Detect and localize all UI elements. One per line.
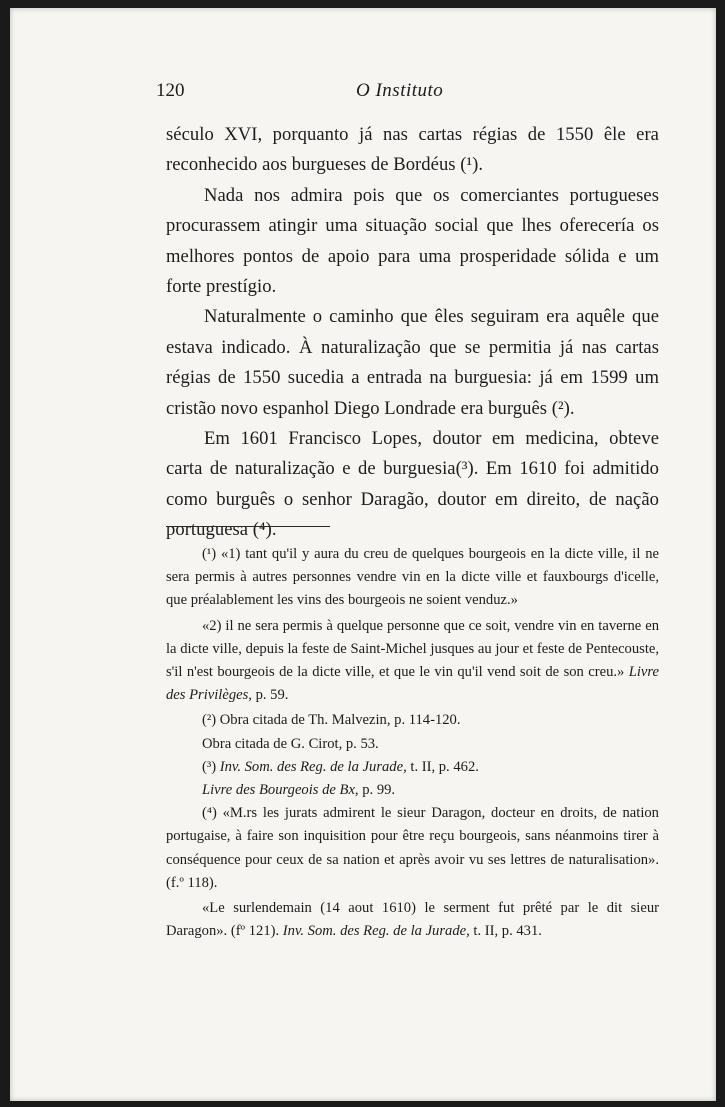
footnote-marker: (³) — [202, 758, 217, 775]
footnote-marker: (¹) — [202, 546, 217, 562]
paragraph: Nada nos admira pois que os comerciantes portugueses procurassem atingir uma situação social que lhes oferecería os melhores pontos de apoio para uma prosperidade sólida e um forte prestígio. — [166, 184, 659, 298]
source-title: Livre des Privilèges, — [166, 664, 659, 704]
footnote-divider — [166, 526, 330, 527]
page-number: 120 — [156, 80, 185, 101]
source-title: Inv. Som. des Reg. de la Jurade, — [219, 758, 407, 775]
running-title: O Instituto — [356, 80, 444, 101]
book-page — [10, 8, 716, 1101]
footnote-4: (⁴) «M.rs les jurats admirent le sieur Daragon, docteur en droits, de nation portugaise, à faire son inquisition pour être reçu bourgeois, sans néanmoins tirer à conséquence pour ceux de sa nation et après avoir vu ses lettres de naturalisation». (f.º 118). — [166, 805, 659, 891]
footnote-1: (¹) «1) tant qu'il y aura du creu de quelques bourgeois en la dicte ville, il ne sera permis à autres personnes vendre vin en la dicte ville et fauxbourgs d'icelle, que préalablement les vins des bourgeois ne soient venduz.» — [166, 546, 660, 609]
page-header — [156, 80, 546, 112]
footnote-2: (²) Obra citada de Th. Malvezin, p. 114-120. — [202, 712, 461, 729]
paragraph: Naturalmente o caminho que êles seguiram era aquêle que estava indicado. À naturalização que se permitia já nas cartas régias de 1550 sucedia a entrada na burguesia: já em 1599 um cristão novo espanhol Diego Londrade era burguês (²). — [166, 306, 659, 419]
source-title: Livre des Bourgeois de Bx, — [202, 782, 359, 799]
paragraph: século XVI, porquanto já nas cartas régias de 1550 êle era reconhecido aos burgueses de Bordéus (¹). — [166, 124, 659, 176]
footnote-2-continued: Obra citada de G. Cirot, p. 53. — [202, 735, 379, 752]
paragraph: Em 1601 Francisco Lopes, doutor em medicina, obteve carta de naturalização e de burguesia(³). Em 1610 foi admitido como burguês o senhor Daragão, doutor em direito, de nação portuguesa (⁴). — [166, 428, 659, 541]
source-title: Inv. Som. des Reg. de la Jurade, — [282, 923, 470, 940]
footnote-ref: (³) — [455, 458, 474, 480]
footnote-4-continued: «Le surlendemain (14 aout 1610) le serment fut prêté par le dit sieur Daragon». (fº 121). Inv. Som. des Reg. de la Jurade, t. II, p. 431. — [166, 900, 659, 940]
footnotes — [166, 543, 659, 943]
footnote-1-continued: «2) il ne sera permis à quelque personne que ce soit, vendre vin en taverne en la dicte ville, depuis la feste de Saint-Michel jusques au jour et feste de Pentecouste, s'il n'est bourgeois de la dicte ville, et que le vin qu'il vend soit de son creu.» Livre des Privilèges, p. 59. — [166, 617, 659, 704]
footnote-ref: (¹) — [460, 154, 479, 176]
footnote-marker: (⁴) — [202, 805, 217, 822]
footnote-3: (³) Inv. Som. des Reg. de la Jurade, t. II, p. 462. — [202, 758, 479, 775]
footnote-marker: (²) — [202, 712, 217, 729]
main-text — [166, 120, 659, 546]
footnote-ref: (⁴) — [252, 519, 272, 541]
footnote-3-continued: Livre des Bourgeois de Bx, p. 99. — [202, 782, 396, 799]
footnote-ref: (²) — [551, 397, 570, 419]
